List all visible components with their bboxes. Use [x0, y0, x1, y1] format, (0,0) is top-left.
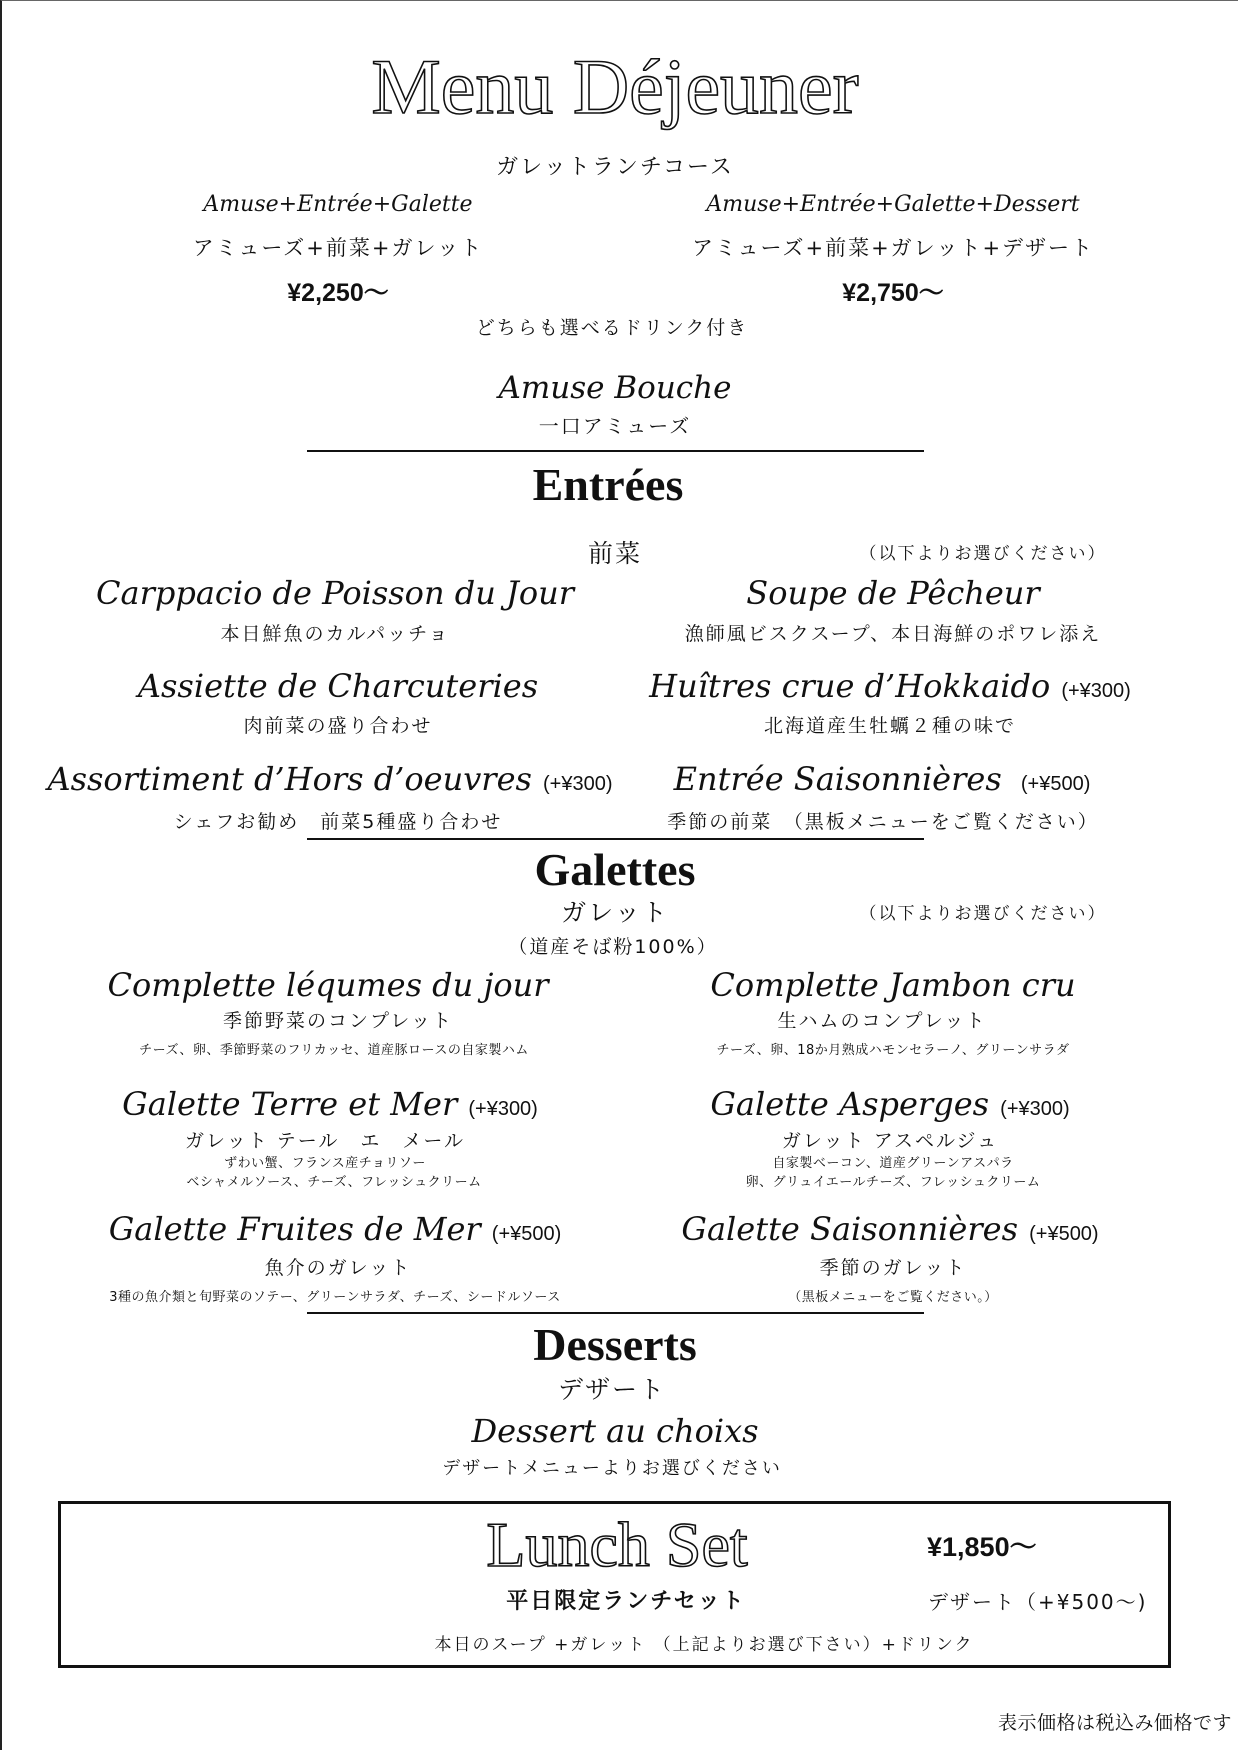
galette-name: Complette Jambon cru: [710, 966, 1076, 1004]
galette-name: Galette Saisonnières: [681, 1210, 1019, 1248]
galette-jp: ガレット テール エ メール: [184, 1130, 466, 1152]
course-a-jp: アミューズ+前菜+ガレット: [192, 236, 484, 260]
course-a-name: Amuse+Entrée+Galette: [203, 192, 473, 217]
galette-desc: チーズ、卵、季節野菜のフリカッセ、道産豚ロースの自家製ハム: [139, 1043, 529, 1058]
galette-jp: 生ハムのコンプレット: [777, 1010, 987, 1032]
galette-item: [109, 1210, 562, 1248]
entree-extra: (+¥300): [543, 773, 613, 795]
entree-jp: 肉前菜の盛り合わせ: [243, 715, 433, 737]
menu-title: Menu Déjeuner: [371, 43, 859, 130]
course-b-jp: アミューズ+前菜+ガレット+デザート: [691, 236, 1095, 260]
galette-jp: 季節のガレット: [819, 1257, 967, 1279]
amuse-title: Amuse Bouche: [498, 370, 732, 406]
galette-desc: 自家製ベーコン、道産グリーンアスパラ: [772, 1156, 1014, 1171]
galette-desc: チーズ、卵、18か月熟成ハモンセラーノ、グリーンサラダ: [716, 1043, 1070, 1058]
entree-name: Soupe de Pêcheur: [746, 574, 1040, 612]
divider-2: [307, 838, 924, 840]
lunch-set-dessert: デザート（+¥500〜): [928, 1590, 1148, 1614]
lunch-set-title: Lunch Set: [486, 1509, 748, 1580]
course-a-price: ¥2,250〜: [287, 279, 389, 307]
entree-extra: (+¥300): [1061, 680, 1131, 702]
galette-item: [681, 1210, 1098, 1248]
menu-subtitle: ガレットランチコース: [496, 155, 734, 180]
entrees-title: Entrées: [532, 459, 684, 510]
galette-extra: (+¥300): [1000, 1098, 1070, 1120]
entree-name: Assortiment d’Hors d’oeuvres: [47, 760, 532, 798]
entree-jp: 季節の前菜 （黒板メニューをご覧ください）: [667, 811, 1099, 833]
galettes-flour-note: （道産そば粉100%）: [508, 936, 718, 958]
entree-name: Huîtres crue d’Hokkaido: [649, 667, 1051, 705]
divider-1: [307, 450, 924, 452]
entree-item: [649, 667, 1131, 705]
galette-desc: （黒板メニューをご覧ください。）: [788, 1290, 998, 1305]
divider-3: [307, 1312, 924, 1314]
galette-jp: 魚介のガレット: [264, 1257, 412, 1279]
entree-name: Assiette de Charcuteries: [137, 667, 539, 705]
galette-jp: 季節野菜のコンプレット: [222, 1010, 454, 1032]
galette-name: Complette léqumes du jour: [107, 966, 549, 1004]
entree-extra: (+¥500): [1020, 773, 1091, 795]
galette-desc: ずわい蟹、フランス産チョリソー: [224, 1156, 426, 1171]
galette-extra: (+¥300): [468, 1098, 538, 1120]
amuse-jp: 一口アミューズ: [538, 414, 692, 438]
entree-jp: シェフお勧め 前菜5種盛り合わせ: [173, 811, 503, 833]
desserts-jp: デザート: [557, 1375, 667, 1404]
galettes-note: （以下よりお選びください）: [859, 904, 1107, 924]
desserts-title: Desserts: [533, 1319, 697, 1370]
lunch-set-jp: 平日限定ランチセット: [506, 1589, 746, 1614]
galette-name: Galette Fruites de Mer: [108, 1210, 481, 1248]
course-b-price: ¥2,750〜: [842, 279, 944, 307]
course-b-name: Amuse+Entrée+Galette+Dessert: [706, 192, 1080, 217]
entree-item: [674, 760, 1091, 798]
galette-name: Galette Asperges: [710, 1085, 990, 1123]
entrees-note: （以下よりお選びください）: [859, 544, 1107, 564]
galette-name: Galette Terre et Mer: [122, 1085, 458, 1123]
galette-extra: (+¥500): [1029, 1223, 1099, 1245]
galette-item: [710, 1085, 1069, 1123]
lunch-set-desc: 本日のスープ +ガレット （上記よりお選び下さい）+ドリンク: [434, 1635, 974, 1655]
galettes-title: Galettes: [534, 844, 696, 895]
dessert-jp: デザートメニューよりお選びください: [442, 1458, 782, 1479]
entrees-jp: 前菜: [587, 539, 643, 568]
entree-name: Entrée Saisonnières: [673, 760, 1002, 798]
lunch-set-price: ¥1,850〜: [927, 1532, 1037, 1562]
galette-desc: 3種の魚介類と旬野菜のソテー、グリーンサラダ、チーズ、シードルソース: [109, 1290, 561, 1305]
galette-desc: ベシャメルソース、チーズ、フレッシュクリーム: [186, 1175, 482, 1190]
galette-jp: ガレット アスペルジュ: [781, 1130, 999, 1152]
entree-jp: 漁師風ビスクスープ、本日海鮮のポワレ添え: [684, 623, 1102, 645]
entree-jp: 本日鮮魚のカルパッチョ: [220, 623, 450, 645]
entree-item: [47, 760, 612, 798]
galette-extra: (+¥500): [491, 1223, 562, 1245]
galette-item: [122, 1085, 538, 1123]
galettes-jp: ガレット: [561, 898, 669, 927]
entree-name: Carppacio de Poisson du Jour: [96, 574, 574, 612]
drink-note: どちらも選べるドリンク付き: [475, 317, 749, 339]
tax-note: 表示価格は税込み価格です: [997, 1712, 1232, 1734]
dessert-name: Dessert au choixs: [471, 1412, 759, 1450]
entree-jp: 北海道産生牡蠣２種の味で: [763, 715, 1017, 737]
galette-desc: 卵、グリュイエールチーズ、フレッシュクリーム: [745, 1175, 1041, 1190]
